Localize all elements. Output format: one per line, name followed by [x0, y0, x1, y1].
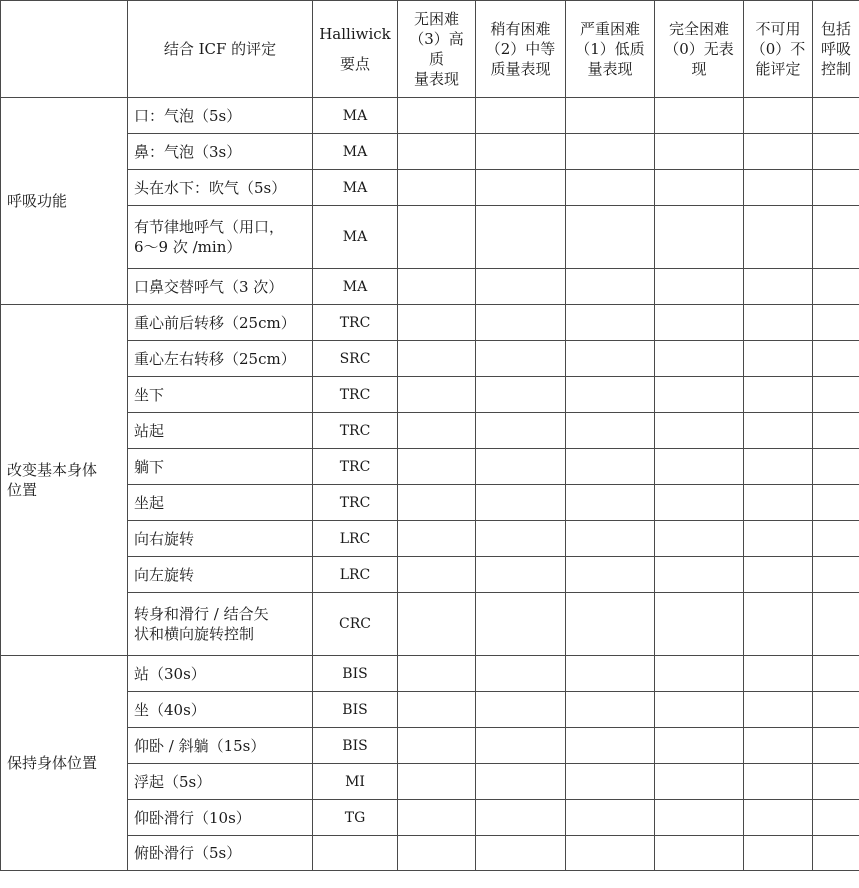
score-1-cell[interactable] — [566, 206, 655, 269]
score-1-cell[interactable] — [566, 134, 655, 170]
task-cell: 仰卧滑行（10s） — [128, 800, 313, 836]
table-row — [1, 170, 859, 206]
halliwick-code-cell: MA — [313, 134, 398, 170]
table-row — [1, 692, 859, 728]
group-label: 呼吸功能 — [1, 98, 128, 305]
score-3-cell[interactable] — [398, 836, 476, 871]
score-3-cell[interactable] — [398, 656, 476, 692]
score-3-cell[interactable] — [398, 377, 476, 413]
score-1-cell[interactable] — [566, 800, 655, 836]
breath-control-cell[interactable] — [813, 800, 859, 836]
table-row — [1, 764, 859, 800]
score-2-cell[interactable] — [476, 269, 566, 305]
score-1-cell[interactable] — [566, 728, 655, 764]
halliwick-code-cell: MA — [313, 269, 398, 305]
not-applicable-cell[interactable] — [744, 728, 813, 764]
not-applicable-cell[interactable] — [744, 341, 813, 377]
score-0-cell[interactable] — [655, 521, 744, 557]
score-1-cell[interactable] — [566, 449, 655, 485]
score-1-cell[interactable] — [566, 836, 655, 871]
table-row — [1, 728, 859, 764]
score-3-cell[interactable] — [398, 800, 476, 836]
score-1-cell[interactable] — [566, 269, 655, 305]
breath-control-cell[interactable] — [813, 98, 859, 134]
group-label: 保持身体位置 — [1, 656, 128, 871]
task-cell: 坐起 — [128, 485, 313, 521]
not-applicable-cell[interactable] — [744, 449, 813, 485]
score-2-cell[interactable] — [476, 800, 566, 836]
header-cell-group — [1, 1, 128, 98]
score-2-cell[interactable] — [476, 656, 566, 692]
table-row — [1, 269, 859, 305]
breath-control-cell[interactable] — [813, 593, 859, 656]
breath-control-cell[interactable] — [813, 269, 859, 305]
task-cell: 站起 — [128, 413, 313, 449]
not-applicable-cell[interactable] — [744, 269, 813, 305]
score-2-cell[interactable] — [476, 593, 566, 656]
breath-control-cell[interactable] — [813, 341, 859, 377]
breath-control-cell[interactable] — [813, 485, 859, 521]
task-cell: 仰卧 / 斜躺（15s） — [128, 728, 313, 764]
breath-control-cell[interactable] — [813, 656, 859, 692]
task-cell: 鼻：气泡（3s） — [128, 134, 313, 170]
score-3-cell[interactable] — [398, 269, 476, 305]
not-applicable-cell[interactable] — [744, 836, 813, 871]
task-cell: 重心前后转移（25cm） — [128, 305, 313, 341]
breath-control-cell[interactable] — [813, 449, 859, 485]
header-cell-icf: 结合 ICF 的评定 — [128, 1, 313, 98]
score-3-cell[interactable] — [398, 521, 476, 557]
not-applicable-cell[interactable] — [744, 692, 813, 728]
score-0-cell[interactable] — [655, 413, 744, 449]
task-cell: 有节律地呼气（用口， 6～9 次 /min） — [128, 206, 313, 269]
score-0-cell[interactable] — [655, 377, 744, 413]
halliwick-code-cell: CRC — [313, 593, 398, 656]
header-cell-no-difficulty: 无困难 （3）高质 量表现 — [398, 1, 476, 98]
task-cell: 重心左右转移（25cm） — [128, 341, 313, 377]
score-1-cell[interactable] — [566, 692, 655, 728]
header-cell-breath-control: 包括 呼吸 控制 — [813, 1, 859, 98]
not-applicable-cell[interactable] — [744, 377, 813, 413]
not-applicable-cell[interactable] — [744, 305, 813, 341]
score-3-cell[interactable] — [398, 170, 476, 206]
score-2-cell[interactable] — [476, 836, 566, 871]
header-cell-not-applicable: 不可用 （0）不 能评定 — [744, 1, 813, 98]
header-cell-complete-difficulty: 完全困难 （0）无表现 — [655, 1, 744, 98]
score-2-cell[interactable] — [476, 98, 566, 134]
score-3-cell[interactable] — [398, 692, 476, 728]
score-1-cell[interactable] — [566, 170, 655, 206]
not-applicable-cell[interactable] — [744, 206, 813, 269]
score-1-cell[interactable] — [566, 98, 655, 134]
table-row — [1, 521, 859, 557]
task-cell: 俯卧滑行（5s） — [128, 836, 313, 871]
score-3-cell[interactable] — [398, 764, 476, 800]
task-cell: 口鼻交替呼气（3 次） — [128, 269, 313, 305]
breath-control-cell[interactable] — [813, 836, 859, 871]
task-cell: 浮起（5s） — [128, 764, 313, 800]
score-0-cell[interactable] — [655, 269, 744, 305]
score-0-cell[interactable] — [655, 728, 744, 764]
halliwick-code-cell: MI — [313, 764, 398, 800]
not-applicable-cell[interactable] — [744, 413, 813, 449]
halliwick-code-cell: MA — [313, 206, 398, 269]
score-1-cell[interactable] — [566, 341, 655, 377]
score-0-cell[interactable] — [655, 98, 744, 134]
not-applicable-cell[interactable] — [744, 485, 813, 521]
table-row — [1, 593, 859, 656]
breath-control-cell[interactable] — [813, 206, 859, 269]
halliwick-code-cell: LRC — [313, 557, 398, 593]
task-cell: 站（30s） — [128, 656, 313, 692]
score-3-cell[interactable] — [398, 593, 476, 656]
task-cell: 转身和滑行 / 结合矢 状和横向旋转控制 — [128, 593, 313, 656]
breath-control-cell[interactable] — [813, 305, 859, 341]
score-2-cell[interactable] — [476, 449, 566, 485]
task-cell: 坐（40s） — [128, 692, 313, 728]
not-applicable-cell[interactable] — [744, 764, 813, 800]
score-0-cell[interactable] — [655, 206, 744, 269]
halliwick-code-cell: TRC — [313, 305, 398, 341]
score-0-cell[interactable] — [655, 170, 744, 206]
score-0-cell[interactable] — [655, 656, 744, 692]
breath-control-cell[interactable] — [813, 170, 859, 206]
header-row — [1, 1, 859, 98]
halliwick-code-cell: BIS — [313, 656, 398, 692]
breath-control-cell[interactable] — [813, 728, 859, 764]
score-2-cell[interactable] — [476, 728, 566, 764]
table-row — [1, 305, 859, 341]
halliwick-code-cell: SRC — [313, 341, 398, 377]
score-2-cell[interactable] — [476, 341, 566, 377]
not-applicable-cell[interactable] — [744, 170, 813, 206]
not-applicable-cell[interactable] — [744, 521, 813, 557]
score-3-cell[interactable] — [398, 134, 476, 170]
score-2-cell[interactable] — [476, 305, 566, 341]
halliwick-code-cell: TRC — [313, 485, 398, 521]
score-1-cell[interactable] — [566, 764, 655, 800]
score-3-cell[interactable] — [398, 413, 476, 449]
score-1-cell[interactable] — [566, 485, 655, 521]
halliwick-code-cell: TRC — [313, 449, 398, 485]
breath-control-cell[interactable] — [813, 764, 859, 800]
group-label: 改变基本身体 位置 — [1, 305, 128, 656]
score-1-cell[interactable] — [566, 521, 655, 557]
header-cell-severe-difficulty: 严重困难 （1）低质 量表现 — [566, 1, 655, 98]
halliwick-code-cell: MA — [313, 98, 398, 134]
score-3-cell[interactable] — [398, 206, 476, 269]
score-0-cell[interactable] — [655, 557, 744, 593]
score-2-cell[interactable] — [476, 764, 566, 800]
score-3-cell[interactable] — [398, 449, 476, 485]
score-0-cell[interactable] — [655, 341, 744, 377]
score-2-cell[interactable] — [476, 134, 566, 170]
score-2-cell[interactable] — [476, 557, 566, 593]
task-cell: 躺下 — [128, 449, 313, 485]
score-0-cell[interactable] — [655, 134, 744, 170]
table-row — [1, 98, 859, 134]
header-cell-halliwick: Halliwick 要点 — [313, 1, 398, 98]
not-applicable-cell[interactable] — [744, 134, 813, 170]
score-2-cell[interactable] — [476, 485, 566, 521]
score-1-cell[interactable] — [566, 557, 655, 593]
not-applicable-cell[interactable] — [744, 656, 813, 692]
score-2-cell[interactable] — [476, 521, 566, 557]
score-3-cell[interactable] — [398, 485, 476, 521]
breath-control-cell[interactable] — [813, 134, 859, 170]
score-3-cell[interactable] — [398, 98, 476, 134]
table-row — [1, 557, 859, 593]
score-1-cell[interactable] — [566, 656, 655, 692]
table-row — [1, 485, 859, 521]
task-cell: 口：气泡（5s） — [128, 98, 313, 134]
halliwick-code-cell: TRC — [313, 413, 398, 449]
score-3-cell[interactable] — [398, 557, 476, 593]
halliwick-code-cell: TRC — [313, 377, 398, 413]
halliwick-code-cell: LRC — [313, 521, 398, 557]
not-applicable-cell[interactable] — [744, 557, 813, 593]
table-row — [1, 800, 859, 836]
task-cell: 向右旋转 — [128, 521, 313, 557]
halliwick-code-cell: BIS — [313, 728, 398, 764]
score-2-cell[interactable] — [476, 692, 566, 728]
table-row — [1, 836, 859, 871]
breath-control-cell[interactable] — [813, 521, 859, 557]
table-row — [1, 449, 859, 485]
score-0-cell[interactable] — [655, 305, 744, 341]
table-body — [1, 98, 859, 871]
score-2-cell[interactable] — [476, 413, 566, 449]
score-0-cell[interactable] — [655, 800, 744, 836]
halliwick-code-cell: MA — [313, 170, 398, 206]
score-0-cell[interactable] — [655, 764, 744, 800]
task-cell: 头在水下：吹气（5s） — [128, 170, 313, 206]
breath-control-cell[interactable] — [813, 413, 859, 449]
table-row — [1, 377, 859, 413]
breath-control-cell[interactable] — [813, 377, 859, 413]
not-applicable-cell[interactable] — [744, 593, 813, 656]
not-applicable-cell[interactable] — [744, 800, 813, 836]
table-row — [1, 134, 859, 170]
score-1-cell[interactable] — [566, 593, 655, 656]
task-cell: 坐下 — [128, 377, 313, 413]
score-0-cell[interactable] — [655, 485, 744, 521]
halliwick-code-cell — [313, 836, 398, 871]
table-row — [1, 206, 859, 269]
score-2-cell[interactable] — [476, 377, 566, 413]
score-1-cell[interactable] — [566, 377, 655, 413]
score-0-cell[interactable] — [655, 692, 744, 728]
score-3-cell[interactable] — [398, 728, 476, 764]
breath-control-cell[interactable] — [813, 692, 859, 728]
table-row — [1, 341, 859, 377]
task-cell: 向左旋转 — [128, 557, 313, 593]
header-cell-mild-difficulty: 稍有困难 （2）中等 质量表现 — [476, 1, 566, 98]
table-row — [1, 656, 859, 692]
halliwick-code-cell: TG — [313, 800, 398, 836]
not-applicable-cell[interactable] — [744, 98, 813, 134]
score-2-cell[interactable] — [476, 206, 566, 269]
table-row — [1, 413, 859, 449]
score-3-cell[interactable] — [398, 341, 476, 377]
breath-control-cell[interactable] — [813, 557, 859, 593]
score-0-cell[interactable] — [655, 449, 744, 485]
score-1-cell[interactable] — [566, 305, 655, 341]
halliwick-code-cell: BIS — [313, 692, 398, 728]
score-1-cell[interactable] — [566, 413, 655, 449]
score-2-cell[interactable] — [476, 170, 566, 206]
score-3-cell[interactable] — [398, 305, 476, 341]
score-0-cell[interactable] — [655, 593, 744, 656]
score-0-cell[interactable] — [655, 836, 744, 871]
